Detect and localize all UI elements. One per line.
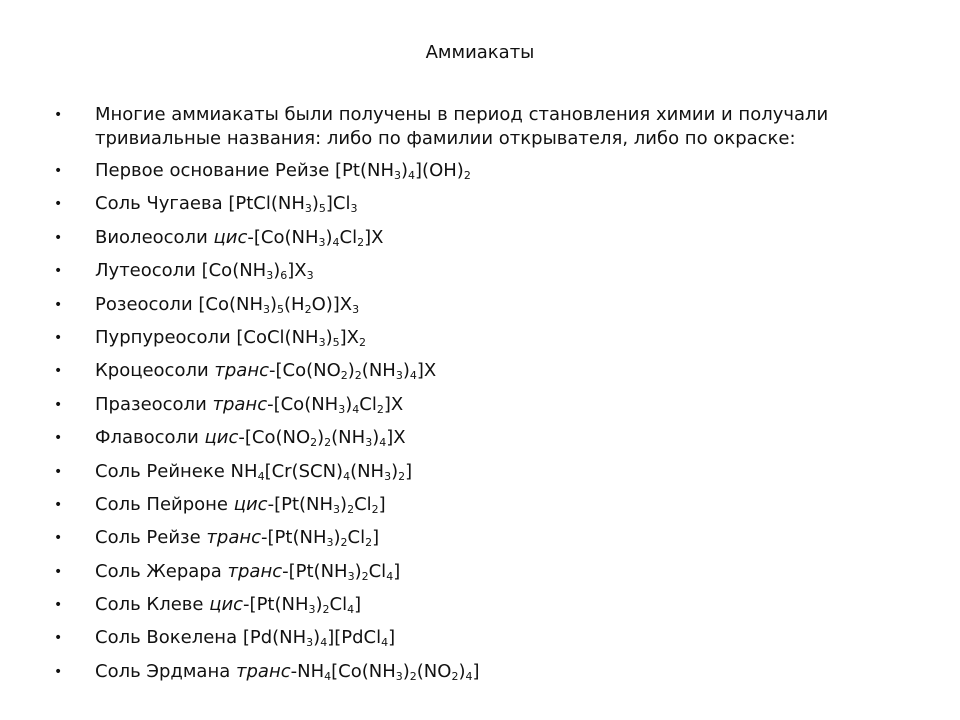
subscript: 3 xyxy=(333,502,341,516)
bullet-dot-icon: • xyxy=(54,363,63,380)
subscript: 5 xyxy=(318,202,326,216)
bullet-dot-icon: • xyxy=(54,163,63,179)
text-run: ] xyxy=(472,660,480,682)
text-run: Соль Рейзе xyxy=(95,527,207,549)
bullet-text xyxy=(95,426,914,450)
subscript: 2 xyxy=(409,669,417,683)
text-run: Первое основание Рейзе [Pt(NH xyxy=(95,160,394,181)
text-run: ] xyxy=(372,527,380,549)
subscript: 4 xyxy=(324,669,332,683)
text-run: Соль Вокелена [Pd(NH xyxy=(95,627,307,649)
bullet-text xyxy=(95,359,914,383)
slide-title: Аммиакаты xyxy=(425,42,535,63)
bullet-dot-icon: • xyxy=(54,396,63,413)
subscript: 2 xyxy=(365,536,373,550)
subscript: 4 xyxy=(257,469,265,483)
bullet-dot-icon: • xyxy=(54,663,63,680)
text-run: Многие аммиакаты были получены в период становления химии и получали тривиальные названия: либо по фамилии открывателя, либо по окраске: xyxy=(95,104,829,149)
bullet-item xyxy=(54,359,914,383)
text-run: Кроцеосоли xyxy=(95,360,215,382)
subscript: 3 xyxy=(352,302,360,316)
text-run: ]Cl xyxy=(325,193,351,215)
bullet-text xyxy=(95,259,914,283)
bullet-dot-icon: • xyxy=(54,107,63,123)
bullet-item xyxy=(54,159,914,183)
text-run: ][PdCl xyxy=(327,627,382,649)
subscript: 3 xyxy=(308,603,316,617)
text-run: Соль Эрдмана xyxy=(95,660,236,682)
subscript: 4 xyxy=(465,669,473,683)
text-run: Флавосоли xyxy=(95,427,205,449)
subscript: 4 xyxy=(381,636,389,650)
text-run: -[Co(NO xyxy=(269,360,341,382)
subscript: 2 xyxy=(347,502,355,516)
subscript: 4 xyxy=(379,436,387,450)
text-run: ] xyxy=(354,594,362,616)
italic-prefix: цис xyxy=(213,226,248,248)
subscript: 2 xyxy=(322,603,330,617)
bullet-item xyxy=(54,293,914,317)
bullet-dot-icon: • xyxy=(54,196,63,213)
text-run: -NH xyxy=(290,660,325,682)
text-run: -[Co(NO xyxy=(238,427,311,449)
text-run: (NH xyxy=(361,360,396,382)
bullet-text xyxy=(95,626,914,650)
italic-prefix: цис xyxy=(233,493,268,515)
text-run: ) xyxy=(317,427,325,449)
subscript: 2 xyxy=(340,369,348,383)
subscript: 2 xyxy=(361,569,369,583)
bullet-text xyxy=(95,103,914,151)
text-run: ] xyxy=(405,460,413,482)
text-run: ) xyxy=(325,326,333,348)
bullet-text xyxy=(95,460,914,484)
subscript: 3 xyxy=(326,536,334,550)
subscript: 4 xyxy=(347,603,355,617)
subscript: 3 xyxy=(338,402,346,416)
text-run: (NH xyxy=(331,427,366,449)
subscript: 4 xyxy=(352,402,360,416)
text-run: [Cr(SCN) xyxy=(264,460,344,482)
subscript: 3 xyxy=(395,369,403,383)
subscript: 5 xyxy=(277,302,285,316)
bullet-dot-icon: • xyxy=(54,463,63,480)
text-run: ) xyxy=(325,226,333,248)
text-run: Cl xyxy=(329,594,348,616)
text-run: Cl xyxy=(368,560,387,582)
subscript: 2 xyxy=(371,502,379,516)
subscript: 4 xyxy=(343,469,351,483)
bullet-text xyxy=(95,393,914,417)
text-run: (NH xyxy=(350,460,385,482)
subscript: 3 xyxy=(395,669,403,683)
subscript: 3 xyxy=(306,269,314,283)
subscript: 2 xyxy=(340,536,348,550)
bullet-dot-icon: • xyxy=(54,263,63,280)
text-run: -[Pt(NH xyxy=(267,493,334,515)
text-run: -[Co(NH xyxy=(247,226,319,248)
subscript: 3 xyxy=(394,169,401,182)
bullet-dot-icon: • xyxy=(54,597,63,614)
subscript: 3 xyxy=(350,202,358,216)
bullet-text xyxy=(95,226,914,250)
bullet-text xyxy=(95,560,914,584)
text-run: Виолеосоли xyxy=(95,226,214,248)
text-run: O)]X xyxy=(311,293,353,315)
italic-prefix: транс xyxy=(212,393,268,415)
bullet-dot-icon: • xyxy=(54,296,63,313)
bullet-text xyxy=(95,192,914,216)
bullet-dot-icon: • xyxy=(54,229,63,246)
bullet-text xyxy=(95,493,914,517)
subscript: 3 xyxy=(365,436,373,450)
text-run: Cl xyxy=(339,226,358,248)
subscript: 2 xyxy=(463,169,471,182)
text-run: Лутеосоли [Co(NH xyxy=(95,260,267,282)
text-run: ) xyxy=(340,493,348,515)
subscript: 6 xyxy=(280,269,288,283)
text-run: ) xyxy=(273,260,281,282)
text-run: ] xyxy=(388,627,396,649)
subscript: 2 xyxy=(357,235,365,249)
text-run: ) xyxy=(372,427,380,449)
text-run: ) xyxy=(391,460,399,482)
text-run: Пурпуреосоли [CoCl(NH xyxy=(95,326,319,348)
bullet-item xyxy=(54,560,914,584)
bullet-dot-icon: • xyxy=(54,530,63,547)
bullet-dot-icon: • xyxy=(54,496,63,513)
subscript: 4 xyxy=(409,369,417,383)
subscript: 2 xyxy=(324,436,332,450)
text-run: -[Pt(NH xyxy=(261,527,327,549)
text-run: Соль Пейроне xyxy=(95,493,234,515)
text-run: ]X xyxy=(383,393,404,415)
text-run: ) xyxy=(402,360,410,382)
text-run: ) xyxy=(311,193,319,215)
subscript: 3 xyxy=(306,636,314,650)
bullet-item xyxy=(54,259,914,283)
subscript: 4 xyxy=(332,235,340,249)
bullet-text xyxy=(95,326,914,350)
subscript: 3 xyxy=(347,569,355,583)
text-run: Соль Рейнеке NH xyxy=(95,460,258,482)
text-run: Празеосоли xyxy=(95,393,213,415)
bullet-text xyxy=(95,660,914,684)
bullet-dot-icon: • xyxy=(54,630,63,647)
text-run: ) xyxy=(354,560,362,582)
bullet-item xyxy=(54,326,914,350)
bullet-item xyxy=(54,593,914,617)
text-run: ]X xyxy=(416,360,437,382)
bullet-item xyxy=(54,526,914,550)
subscript: 2 xyxy=(398,469,406,483)
bullet-item xyxy=(54,393,914,417)
text-run: Cl xyxy=(359,393,377,415)
subscript: 4 xyxy=(320,636,328,650)
text-run: ) xyxy=(401,160,409,181)
subscript: 4 xyxy=(386,569,394,583)
italic-prefix: транс xyxy=(236,660,291,682)
subscript: 3 xyxy=(318,335,326,349)
text-run: ] xyxy=(393,560,401,582)
text-run: ]X xyxy=(364,226,384,248)
subscript: 2 xyxy=(354,369,362,383)
italic-prefix: транс xyxy=(214,360,269,382)
subscript: 3 xyxy=(266,269,274,283)
text-run: -[Pt(NH xyxy=(282,560,348,582)
bullet-item xyxy=(54,426,914,450)
bullet-item xyxy=(54,192,914,216)
bullet-text xyxy=(95,593,914,617)
text-run: Соль Клеве xyxy=(95,594,210,616)
text-run: Соль Чугаева [PtCl(NH xyxy=(95,193,305,215)
bullet-item xyxy=(54,493,914,517)
bullet-dot-icon: • xyxy=(54,430,63,447)
bullet-dot-icon: • xyxy=(54,563,63,580)
italic-prefix: транс xyxy=(206,527,262,549)
subscript: 4 xyxy=(408,169,416,182)
subscript: 2 xyxy=(358,335,366,349)
bullet-text xyxy=(95,159,914,183)
text-run: ]X xyxy=(287,260,307,282)
bullet-dot-icon: • xyxy=(54,329,63,346)
text-run: ]X xyxy=(339,326,359,348)
subscript: 3 xyxy=(384,469,392,483)
subscript: 5 xyxy=(332,335,340,349)
bullet-item xyxy=(54,660,914,684)
text-run: ]X xyxy=(386,427,406,449)
text-run: ) xyxy=(315,594,323,616)
bullet-text xyxy=(95,526,914,550)
bullet-item xyxy=(54,226,914,250)
italic-prefix: транс xyxy=(227,560,283,582)
text-run: ) xyxy=(333,527,341,549)
text-run: ) xyxy=(270,293,278,315)
subscript: 3 xyxy=(263,302,270,316)
text-run: ] xyxy=(378,493,386,515)
text-run: Cl xyxy=(354,493,372,515)
text-run: Соль Жерара xyxy=(95,560,228,582)
text-run: -[Co(NH xyxy=(267,393,339,415)
subscript: 3 xyxy=(304,202,312,216)
text-run: Cl xyxy=(347,527,366,549)
text-run: -[Pt(NH xyxy=(243,594,309,616)
subscript: 2 xyxy=(451,669,459,683)
bullet-item xyxy=(54,103,914,151)
bullet-list xyxy=(54,103,914,693)
text-run: (H xyxy=(284,293,305,315)
italic-prefix: цис xyxy=(204,427,239,449)
bullet-item xyxy=(54,626,914,650)
subscript: 2 xyxy=(310,436,318,450)
text-run: ) xyxy=(402,660,410,682)
bullet-text xyxy=(95,293,914,317)
text-run: ) xyxy=(313,627,321,649)
italic-prefix: цис xyxy=(209,594,244,616)
text-run: ) xyxy=(345,393,353,415)
text-run: Розеосоли [Co(NH xyxy=(95,293,263,315)
text-run: ](OH) xyxy=(415,160,464,181)
bullet-item xyxy=(54,460,914,484)
text-run: ) xyxy=(347,360,355,382)
subscript: 3 xyxy=(318,235,326,249)
subscript: 2 xyxy=(376,402,384,416)
subscript: 2 xyxy=(304,302,312,316)
text-run: [Co(NH xyxy=(331,660,396,682)
text-run: (NO xyxy=(416,660,452,682)
text-run: ) xyxy=(458,660,466,682)
